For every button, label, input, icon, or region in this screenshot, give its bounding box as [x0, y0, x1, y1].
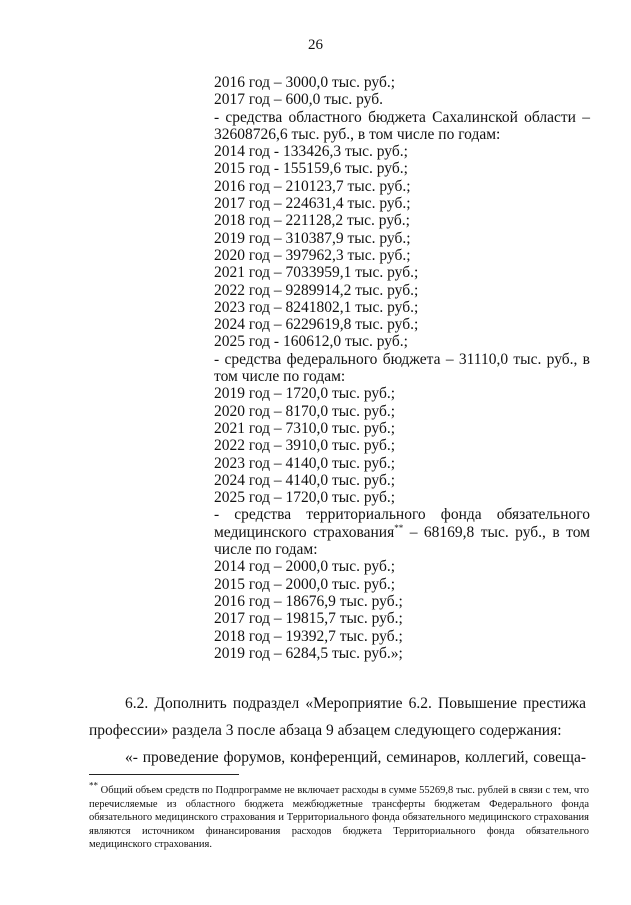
paragraph-6-2-continued: профессии» раздела 3 после абзаца 9 абзацем следующего содержания: [89, 722, 562, 739]
territorial-fund-intro [214, 506, 590, 558]
paragraph-new-item: «- проведение форумов, конференций, семинаров, коллегий, совеща- [125, 749, 586, 766]
list-line: 2025 год - 160612,0 тыс. руб.; [214, 333, 408, 351]
list-line: 2017 год – 224631,4 тыс. руб.; [214, 195, 411, 213]
list-line: 2025 год – 1720,0 тыс. руб.; [214, 489, 396, 507]
list-line: 2023 год – 4140,0 тыс. руб.; [214, 454, 396, 472]
list-line: 2021 год – 7310,0 тыс. руб.; [214, 419, 396, 437]
list-line: 2019 год – 310387,9 тыс. руб.; [214, 229, 411, 247]
list-line: 2023 год – 8241802,1 тыс. руб.; [214, 298, 419, 316]
territorial-intro-part1: - средства территориального фонда обязательного медицинского страхования [214, 506, 590, 541]
list-line: 2020 год – 397962,3 тыс. руб.; [214, 246, 411, 264]
list-line: 2015 год - 155159,6 тыс. руб.; [214, 160, 408, 178]
page-number: 26 [308, 37, 323, 53]
list-line: 2022 год – 3910,0 тыс. руб.; [214, 437, 396, 455]
list-line: 2024 год – 4140,0 тыс. руб.; [214, 471, 396, 489]
list-line: 2017 год – 600,0 тыс. руб. [214, 91, 383, 109]
list-line: 2022 год – 9289914,2 тыс. руб.; [214, 281, 419, 299]
territorial-intro-part2: – 68169,8 тыс. руб., в том числе по годам: [214, 523, 590, 559]
list-line: 2021 год – 7033959,1 тыс. руб.; [214, 264, 419, 282]
footnote-mark: ** [89, 780, 98, 791]
footnote-divider [89, 774, 239, 775]
federal-budget-intro: - средства федерального бюджета – 31110,0 тыс. руб., в том числе по годам: [214, 350, 590, 386]
list-line: 2016 год – 3000,0 тыс. руб.; [214, 74, 396, 91]
footnote-text: Общий объем средств по Подпрограмме не включает расходы в сумме 55269,8 тыс. рублей в связи с тем, что перечисляемые из областного бюджета межбюджетные трансферты бюджетам Федерального фонда обязательного медицинского страхования и Территориального фонда обязательного медицинского страхования являются источником финансирования расходов бюджета Территориального фонда обязательного медицинского страхования. [89, 785, 589, 851]
list-line: 2014 год – 2000,0 тыс. руб.; [214, 558, 396, 576]
list-line: 2020 год – 8170,0 тыс. руб.; [214, 402, 396, 420]
list-line: 2017 год – 19815,7 тыс. руб.; [214, 610, 403, 628]
regional-budget-intro: - средства областного бюджета Сахалинской области – 32608726,6 тыс. руб., в том числе по годам: [214, 108, 590, 143]
list-line: 2019 год – 1720,0 тыс. руб.; [214, 385, 396, 403]
funding-list [214, 74, 590, 662]
list-line: 2024 год – 6229619,8 тыс. руб.; [214, 316, 419, 334]
list-line: 2015 год – 2000,0 тыс. руб.; [214, 575, 396, 593]
list-line: 2019 год – 6284,5 тыс. руб.»; [214, 644, 403, 662]
list-line: 2014 год - 133426,3 тыс. руб.; [214, 143, 408, 161]
list-line: 2016 год – 18676,9 тыс. руб.; [214, 592, 403, 610]
list-line: 2018 год – 19392,7 тыс. руб.; [214, 627, 403, 645]
paragraph-6-2: 6.2. Дополнить подраздел «Мероприятие 6.2. Повышение престижа [125, 695, 586, 712]
list-line: 2018 год – 221128,2 тыс. руб.; [214, 212, 410, 230]
list-line: 2016 год – 210123,7 тыс. руб.; [214, 177, 411, 195]
footnote [89, 780, 589, 852]
footnote-mark: ** [394, 522, 404, 533]
